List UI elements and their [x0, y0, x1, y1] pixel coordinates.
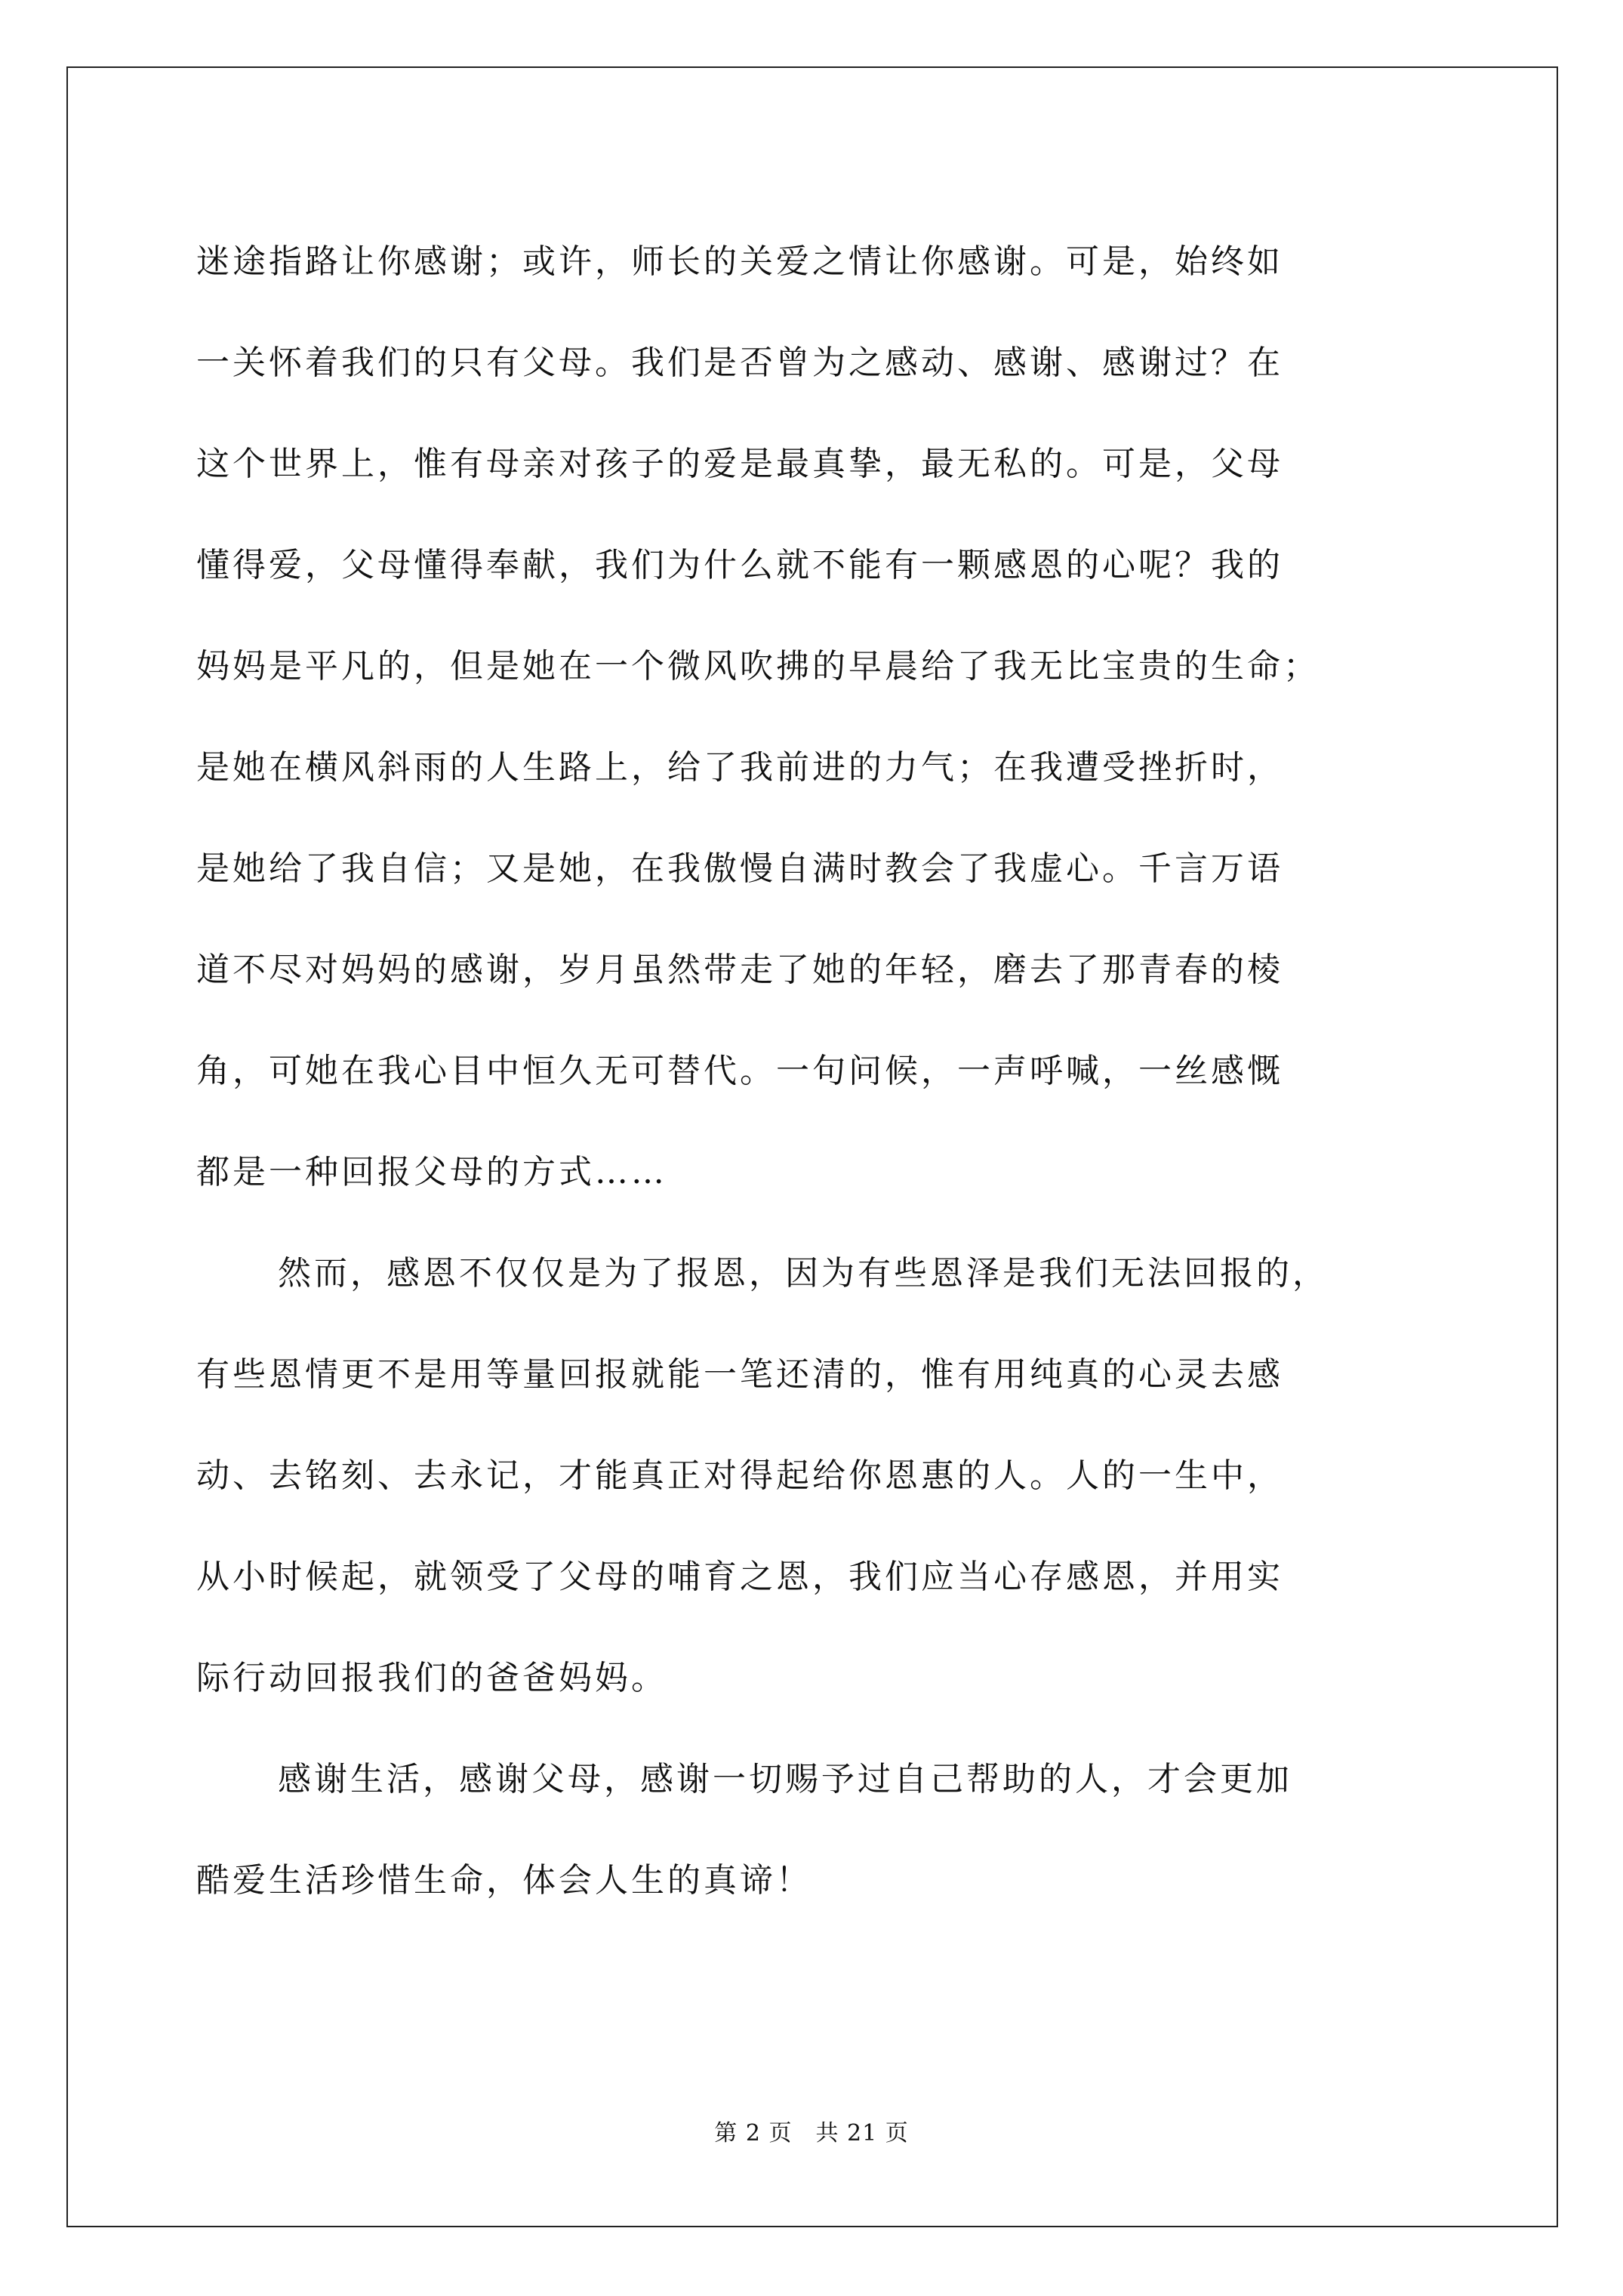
text-line: 妈妈是平凡的，但是她在一个微风吹拂的早晨给了我无比宝贵的生命； — [196, 647, 1320, 686]
text-line: 际行动回报我们的爸爸妈妈。 — [196, 1659, 667, 1697]
text-line: 这个世界上，惟有母亲对孩子的爱是最真挚，最无私的。可是，父母 — [196, 445, 1283, 483]
text-line: 动、去铭刻、去永记，才能真正对得起给你恩惠的人。人的一生中， — [196, 1456, 1283, 1495]
text-line: 懂得爱，父母懂得奉献，我们为什么就不能有一颗感恩的心呢？我的 — [196, 546, 1283, 584]
text-line: 然而，感恩不仅仅是为了报恩，因为有些恩泽是我们无法回报的， — [278, 1254, 1329, 1293]
text-line: 迷途指路让你感谢；或许，师长的关爱之情让你感谢。可是，始终如 — [196, 242, 1283, 281]
page-number-footer: 第 2 页 共 21 页 — [714, 2120, 909, 2147]
text-line: 有些恩情更不是用等量回报就能一笔还清的，惟有用纯真的心灵去感 — [196, 1355, 1283, 1394]
text-line: 道不尽对妈妈的感谢，岁月虽然带走了她的年轻，磨去了那青春的棱 — [196, 951, 1283, 989]
text-line: 角，可她在我心目中恒久无可替代。一句问候，一声呼喊，一丝感慨 — [196, 1052, 1283, 1090]
text-line: 感谢生活，感谢父母，感谢一切赐予过自己帮助的人，才会更加 — [278, 1760, 1292, 1798]
text-line: 是她在横风斜雨的人生路上，给了我前进的力气；在我遭受挫折时， — [196, 748, 1283, 787]
document-body — [196, 211, 1434, 1931]
text-line: 都是一种回报父母的方式…… — [196, 1153, 667, 1191]
paragraph-1 — [196, 211, 1434, 1223]
paragraph-3 — [196, 1729, 1434, 1931]
text-line: 酷爱生活珍惜生命，体会人生的真谛！ — [196, 1861, 812, 1900]
paragraph-2 — [196, 1223, 1434, 1729]
text-line: 从小时候起，就领受了父母的哺育之恩，我们应当心存感恩，并用实 — [196, 1558, 1283, 1596]
text-line: 是她给了我自信；又是她，在我傲慢自满时教会了我虚心。千言万语 — [196, 849, 1283, 888]
text-line: 一关怀着我们的只有父母。我们是否曾为之感动、感谢、感谢过？在 — [196, 344, 1283, 382]
